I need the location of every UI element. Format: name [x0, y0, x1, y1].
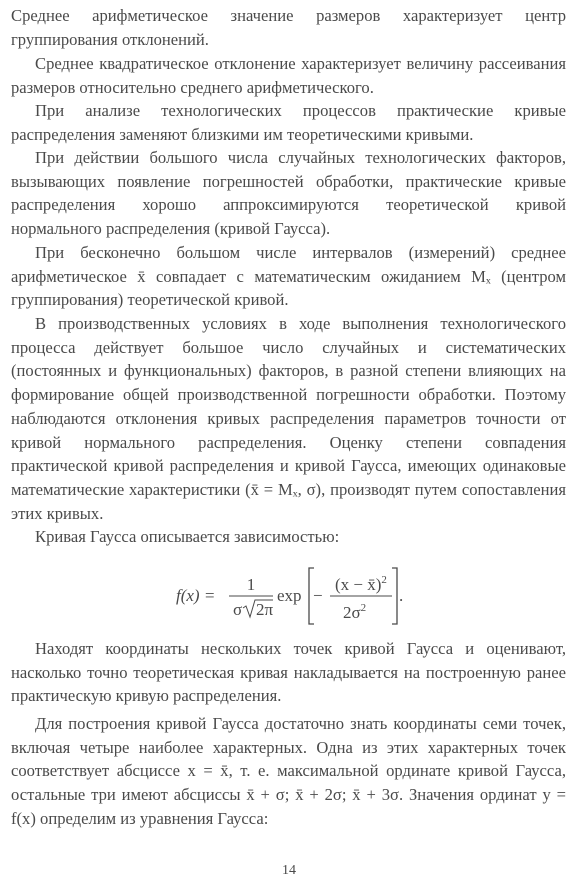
formula-denominator: $2\sigma^2$ — [343, 602, 367, 622]
formula-sigma: σ — [233, 600, 243, 619]
formula-period: . — [399, 586, 404, 605]
formula-exp: exp — [277, 586, 302, 605]
formula-numerator-expr: (x − x̄)$^2$ — [335, 574, 387, 594]
paragraph-5: При бесконечно большом числе интервалов (измерений) среднее арифметическое x̄ совпадает с математическим ожиданием Mₓ (центром группирования) теоретической кривой. — [11, 243, 566, 310]
formula-minus: − — [313, 586, 323, 605]
paragraph-3: При анализе технологических процессов практические кривые распределения заменяют близкими им теоретическими кривыми. — [11, 101, 566, 144]
gauss-formula — [0, 565, 578, 629]
paragraph-6: В производственных условиях в ходе выполнения технологического процесса действует большое число случайных и систематических (постоянных и функциональных) факторов, в разной степени влияющих на формирование общей производственной погрешности обработки. Поэтому наблюдаются отклонения кривых распределения параметров точности от кривой нормального распределения. Оценку степени совпадения практической кривой распределения и кривой Гаусса, имеющих одинаковые математические характеристики (x̄ = Mₓ, σ), производят путем сопоставления этих кривых. — [11, 314, 566, 523]
formula-two-pi: 2π — [256, 600, 274, 619]
paragraph-2: Среднее квадратическое отклонение характеризует величину рассеивания размеров относительно среднего арифметического. — [11, 54, 566, 97]
paragraph-9: Для построения кривой Гаусса достаточно знать координаты семи точек, включая четыре наиболее характерных. Одна из этих характерных точек соответствует абсциссе x = x̄, т. е. максимальной ординате кривой Гаусса, остальные три имеют абсциссы x̄ + σ; x̄ + 2σ; x̄ + 3σ. Значения ординат y = f(x) определим из уравнения Гаусса: — [11, 714, 566, 828]
formula-numerator-one: 1 — [246, 575, 256, 594]
formula-right-bracket — [392, 568, 397, 624]
page-number: 14 — [282, 863, 296, 878]
paragraph-4: При действии большого числа случайных технологических факторов, вызывающих появление погрешностей обработки, практические кривые распределения хорошо аппроксимируются теоретической кривой нормального распределения (кривой Гаусса). — [11, 148, 566, 239]
paragraph-1: Среднее арифметическое значение размеров характеризует центр группирования отклонений. — [11, 6, 566, 49]
paragraph-7: Кривая Гаусса описывается зависимостью: — [35, 527, 340, 546]
formula-lhs: f(x) = — [176, 586, 216, 605]
paragraph-8: Находят координаты нескольких точек кривой Гаусса и оценивают, насколько точно теоретическая кривая накладывается на построенную ранее практическую кривую распределения. — [11, 639, 566, 706]
